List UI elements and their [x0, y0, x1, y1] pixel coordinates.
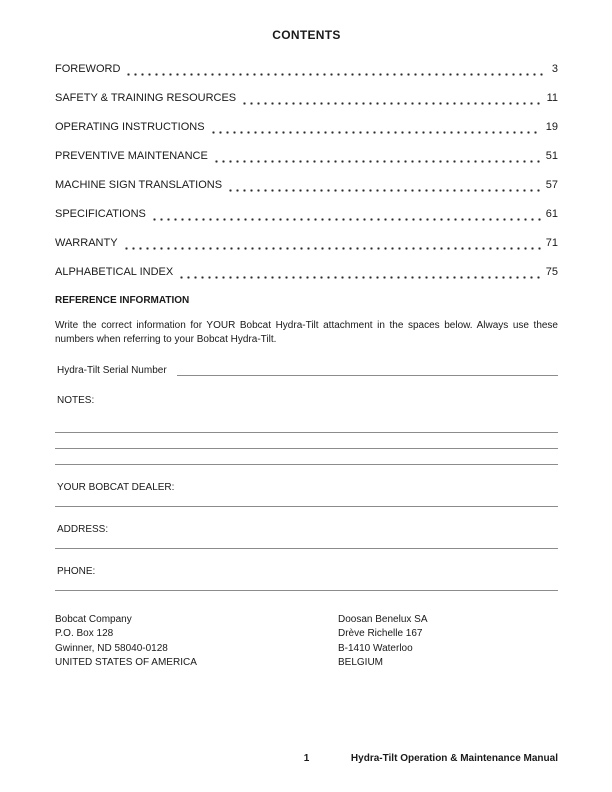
phone-label: PHONE: [57, 565, 96, 577]
toc-dot-leader [125, 66, 546, 76]
toc-dot-leader [213, 153, 541, 163]
footer-page-number: 1 [303, 753, 310, 764]
toc-page-number: 3 [551, 63, 558, 75]
toc-entry [55, 150, 558, 163]
dealer-blank-line [55, 506, 558, 507]
toc-dot-leader [210, 124, 541, 134]
toc-entry [55, 63, 558, 76]
toc-label: FOREWORD [55, 63, 121, 75]
phone-blank-line [55, 590, 558, 591]
reference-information-paragraph: Write the correct information for YOUR Bobcat Hydra-Tilt attachment in the spaces below. Always use these numbers when referring to your Bobcat Hydra-Tilt. [55, 320, 558, 345]
address-line: BELGIUM [338, 657, 384, 669]
toc-dot-leader [227, 182, 541, 192]
serial-number-label: Hydra-Tilt Serial Number [57, 364, 167, 376]
address-block-bobcat [55, 613, 338, 671]
toc-dot-leader [241, 95, 541, 105]
toc-entry [55, 266, 558, 279]
dealer-label: YOUR BOBCAT DEALER: [57, 481, 175, 493]
toc-page-number: 51 [545, 150, 558, 162]
notes-blank-line [55, 448, 558, 449]
serial-number-blank-line [177, 362, 558, 376]
dealer-field [55, 482, 558, 507]
address-line: Bobcat Company [55, 613, 132, 625]
toc-label: ALPHABETICAL INDEX [55, 266, 174, 278]
toc-label: PREVENTIVE MAINTENANCE [55, 150, 208, 162]
toc-page-number: 61 [545, 208, 558, 220]
toc-entry [55, 179, 558, 192]
toc-page-number: 11 [546, 92, 558, 104]
toc-entry [55, 237, 558, 250]
address-line: B-1410 Waterloo [338, 642, 413, 654]
serial-number-field [55, 362, 558, 376]
toc-dot-leader [151, 211, 541, 221]
address-line: P.O. Box 128 [55, 628, 114, 640]
page-title: CONTENTS [272, 28, 341, 42]
toc-label: WARRANTY [55, 237, 118, 249]
reference-information-heading: REFERENCE INFORMATION [55, 295, 190, 306]
address-label: ADDRESS: [57, 523, 109, 535]
toc-dot-leader [123, 240, 541, 250]
notes-blank-line [55, 464, 558, 465]
toc-entry [55, 121, 558, 134]
toc-entry [55, 208, 558, 221]
toc-page-number: 57 [545, 179, 558, 191]
address-blank-line [55, 548, 558, 549]
address-line: Drève Richelle 167 [338, 628, 423, 640]
toc-label: MACHINE SIGN TRANSLATIONS [55, 179, 223, 191]
address-line: Gwinner, ND 58040-0128 [55, 642, 168, 654]
notes-label: NOTES: [57, 394, 95, 406]
toc-page-number: 19 [545, 121, 558, 133]
table-of-contents [55, 63, 558, 279]
toc-page-number: 75 [545, 266, 558, 278]
notes-blank-line [55, 432, 558, 433]
address-line: Doosan Benelux SA [338, 613, 428, 625]
toc-label: OPERATING INSTRUCTIONS [55, 121, 205, 133]
company-addresses [55, 613, 558, 671]
toc-label: SAFETY & TRAINING RESOURCES [55, 92, 237, 104]
page-footer [55, 753, 558, 766]
toc-page-number: 71 [545, 237, 558, 249]
address-line: UNITED STATES OF AMERICA [55, 657, 197, 669]
toc-entry [55, 92, 558, 105]
footer-manual-title: Hydra-Tilt Operation & Maintenance Manual [350, 753, 558, 764]
toc-dot-leader [178, 269, 541, 279]
phone-field [55, 566, 558, 591]
toc-label: SPECIFICATIONS [55, 208, 146, 220]
address-block-doosan [338, 613, 558, 671]
address-field [55, 524, 558, 549]
